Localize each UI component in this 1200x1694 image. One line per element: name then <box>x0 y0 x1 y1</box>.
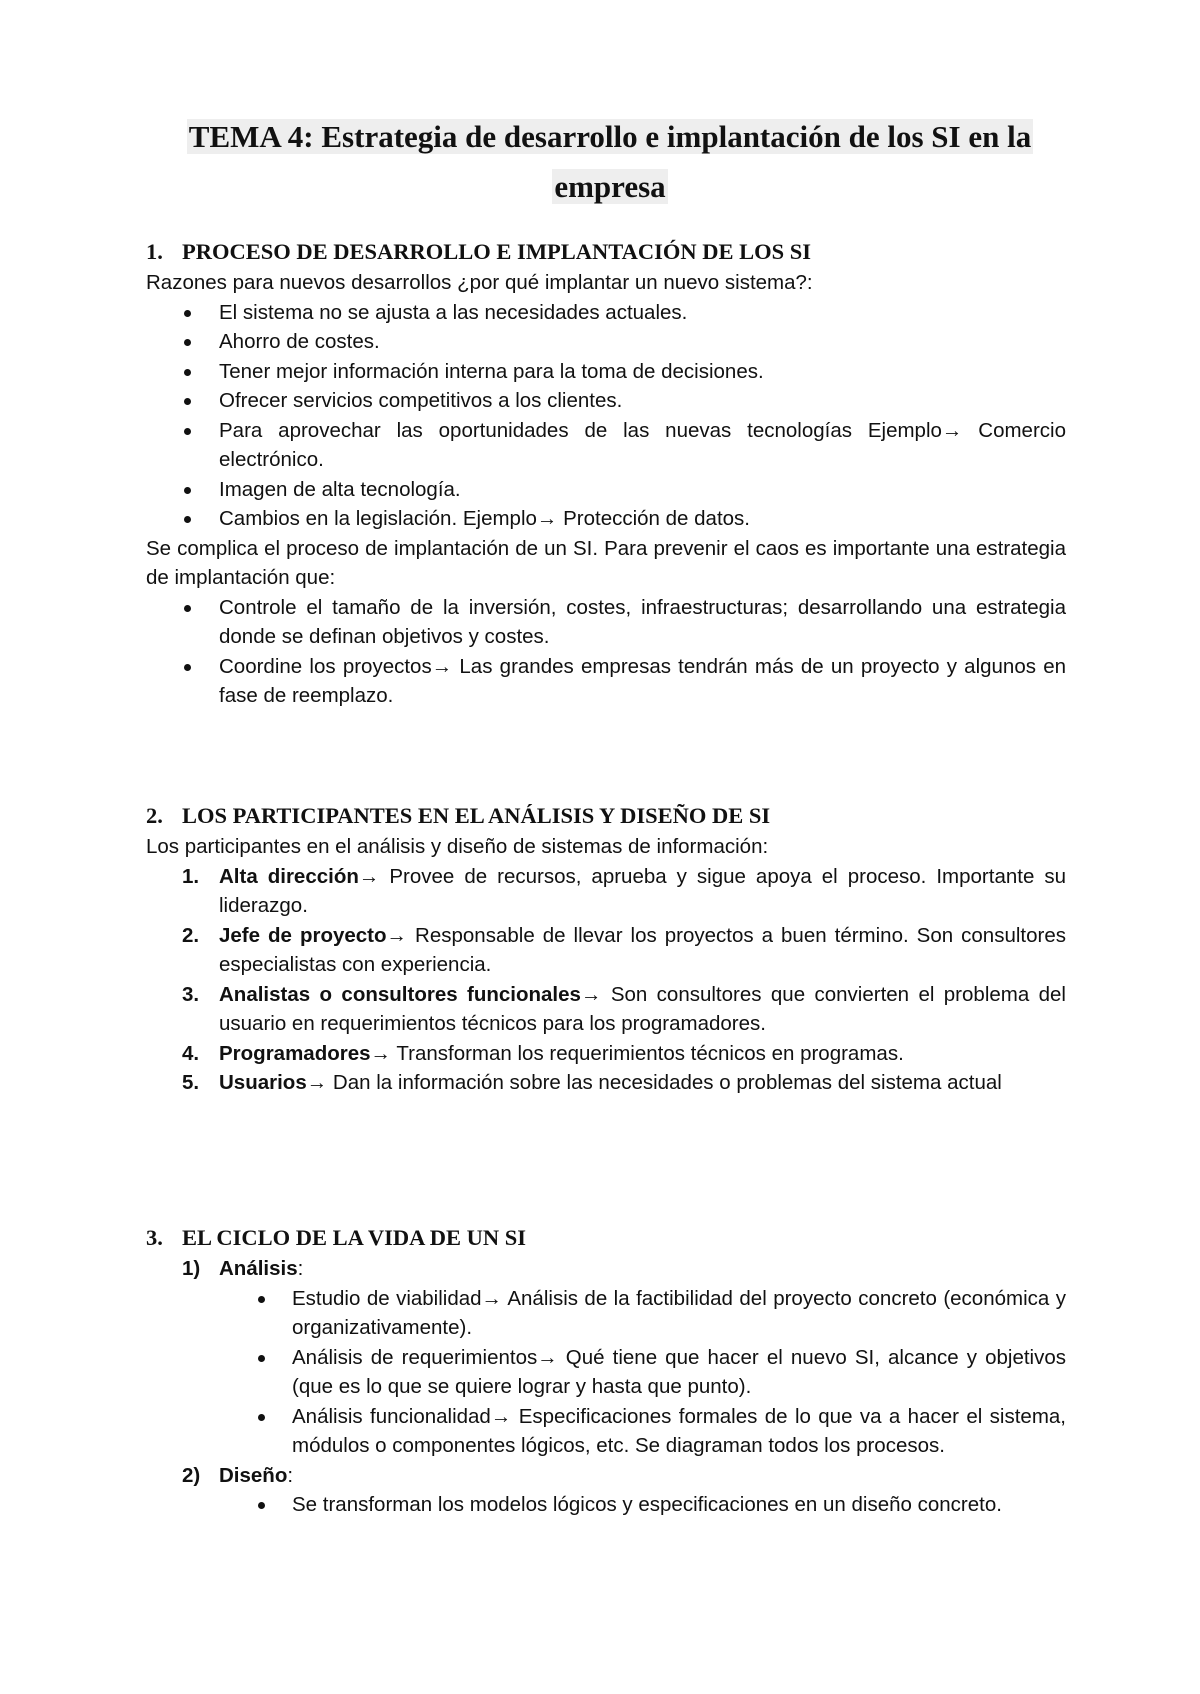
item-term: Programadores <box>219 1041 371 1065</box>
list-item: El sistema no se ajusta a las necesidades actuales. <box>146 298 1066 328</box>
list-item: Cambios en la legislación. Ejemplo→ Protección de datos. <box>146 504 1066 534</box>
item-text: → Dan la información sobre las necesidades o problemas del sistema actual <box>306 1071 1002 1094</box>
list-item: Ofrecer servicios competitivos a los clientes. <box>146 386 1066 416</box>
section-1 <box>146 236 1066 711</box>
section-3-heading <box>146 1222 1066 1254</box>
item-term: Usuarios <box>219 1071 307 1094</box>
participant-item <box>146 921 1066 980</box>
item-term: Jefe de proyecto <box>219 923 387 947</box>
phase-term: Diseño <box>219 1463 288 1487</box>
section-1-title: PROCESO DE DESARROLLO E IMPLANTACIÓN DE LOS SI <box>182 239 812 264</box>
item-number: 2. <box>182 923 200 947</box>
item-number: 3. <box>182 982 200 1006</box>
phase-design <box>146 1461 1066 1491</box>
item-text: → Responsable de llevar los proyectos a buen término. Son consultores especialistas con experiencia. <box>219 923 1066 976</box>
item-text: → Transforman los requerimientos técnicos en programas. <box>370 1041 904 1065</box>
item-text: → Provee de recursos, aprueba y sigue apoya el proceso. Importante su liderazgo. <box>219 864 1066 917</box>
section-1-paragraph-2: Se complica el proceso de implantación de un SI. Para prevenir el caos es importante una estrategia de implantación que: <box>146 536 1066 589</box>
section-2-heading <box>146 800 1066 832</box>
list-item: Ahorro de costes. <box>146 327 1066 357</box>
phase-suffix: : <box>297 1257 304 1280</box>
section-2-intro: Los participantes en el análisis y diseño de sistemas de información: <box>146 835 769 858</box>
item-number: 1. <box>182 864 200 888</box>
section-2-number: 2. <box>146 803 163 828</box>
participant-item <box>146 980 1066 1039</box>
list-item: Para aprovechar las oportunidades de las nuevas tecnologías Ejemplo→ Comercio electrónico. <box>146 416 1066 475</box>
page-title <box>140 112 1080 212</box>
section-3-number: 3. <box>146 1225 163 1250</box>
phase-number: 2) <box>182 1463 201 1487</box>
list-item: Controle el tamaño de la inversión, costes, infraestructuras; desarrollando una estrategia donde se definan objetivos y costes. <box>146 593 1066 652</box>
list-item: Imagen de alta tecnología. <box>146 475 1066 505</box>
section-1-intro: Razones para nuevos desarrollos ¿por qué implantar un nuevo sistema?: <box>146 271 813 294</box>
item-text: → Son consultores que convierten el problema del usuario en requerimientos técnicos para los programadores. <box>219 982 1066 1035</box>
list-item: Coordine los proyectos→ Las grandes empresas tendrán más de un proyecto y algunos en fase de reemplazo. <box>146 652 1066 711</box>
participant-item <box>146 862 1066 921</box>
list-item: Análisis de requerimientos→ Qué tiene que hacer el nuevo SI, alcance y objetivos (que es lo que se quiere lograr y hasta que punto). <box>146 1343 1066 1402</box>
section-3 <box>146 1222 1066 1520</box>
item-term: Analistas o consultores funcionales <box>219 982 581 1006</box>
design-list <box>146 1490 1066 1520</box>
phase-term: Análisis <box>219 1257 298 1280</box>
section-1-number: 1. <box>146 239 163 264</box>
item-number: 4. <box>182 1041 200 1065</box>
list-item: Estudio de viabilidad→ Análisis de la factibilidad del proyecto concreto (económica y organizativamente). <box>146 1284 1066 1343</box>
section-2 <box>146 800 1066 1098</box>
list-item: Análisis funcionalidad→ Especificaciones formales de lo que va a hacer el sistema, módulos o componentes lógicos, etc. Se diagraman todos los procesos. <box>146 1402 1066 1461</box>
participant-item <box>146 1039 1066 1069</box>
participant-item <box>146 1068 1066 1098</box>
title-line-1: TEMA 4: Estrategia de desarrollo e implantación de los SI en la <box>188 119 1032 154</box>
analysis-list <box>146 1284 1066 1461</box>
phase-analysis <box>146 1254 1066 1284</box>
item-number: 5. <box>182 1071 200 1094</box>
list-item: Se transforman los modelos lógicos y especificaciones en un diseño concreto. <box>146 1490 1066 1520</box>
title-line-2: empresa <box>554 169 666 204</box>
list-item: Tener mejor información interna para la toma de decisiones. <box>146 357 1066 387</box>
participants-list <box>146 862 1066 1098</box>
section-2-title: LOS PARTICIPANTES EN EL ANÁLISIS Y DISEÑO DE SI <box>182 803 771 828</box>
section-1-strategy-list <box>146 593 1066 711</box>
section-3-title: EL CICLO DE LA VIDA DE UN SI <box>182 1225 527 1250</box>
item-term: Alta dirección <box>219 864 359 888</box>
section-1-heading <box>146 236 1066 268</box>
phase-number: 1) <box>182 1257 201 1280</box>
section-1-reasons-list <box>146 298 1066 534</box>
phase-suffix: : <box>287 1463 294 1487</box>
